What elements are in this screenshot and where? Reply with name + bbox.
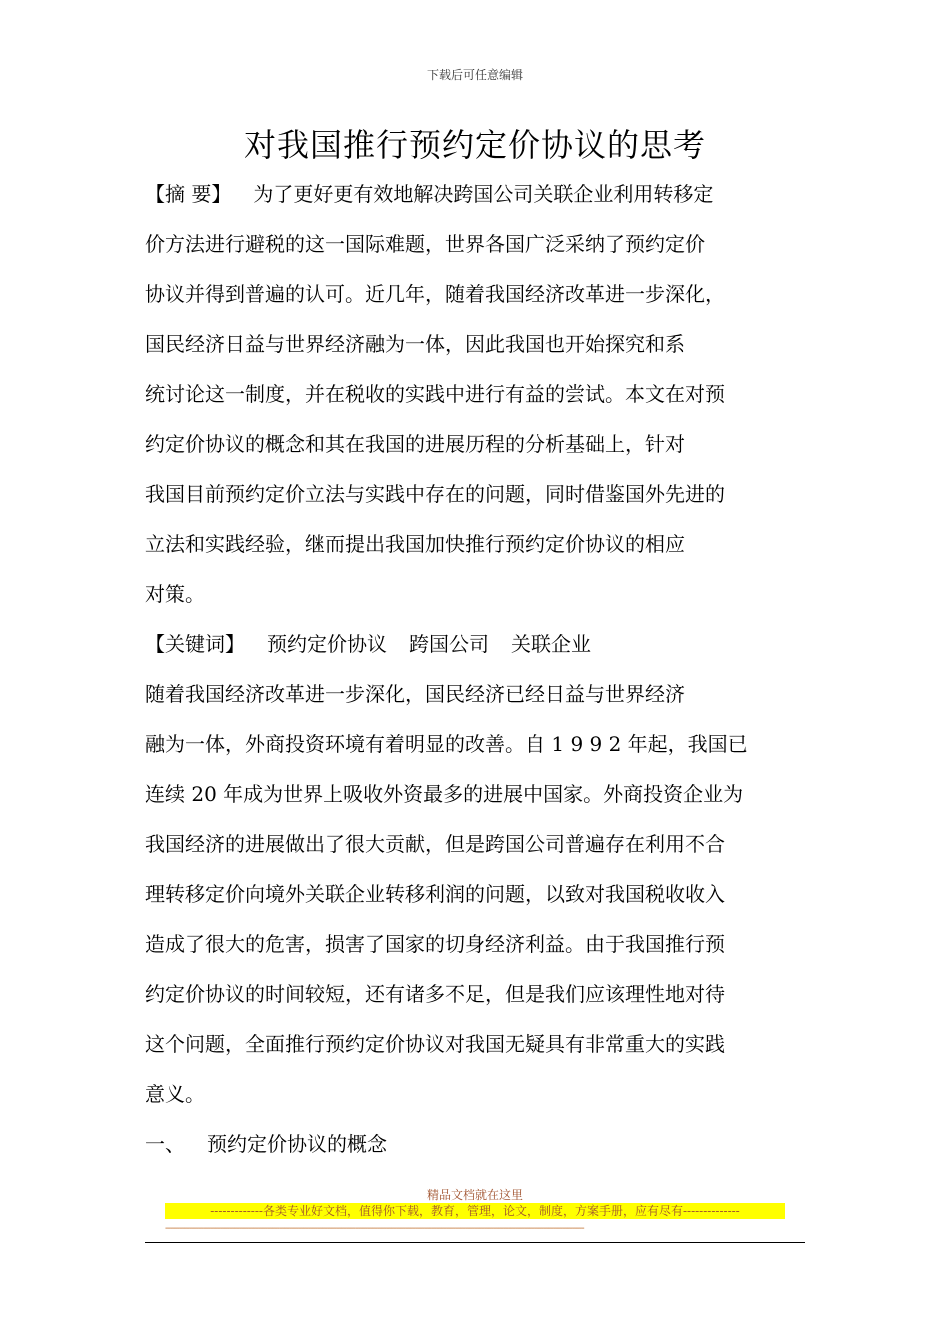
section-number: 一、 [145, 1132, 185, 1156]
abstract-line: 价方法进行避税的这一国际难题，世界各国广泛采纳了预约定价 [145, 232, 705, 256]
body-line: 意义。 [145, 1082, 205, 1106]
abstract-line: 统讨论这一制度，并在税收的实践中进行有益的尝试。本文在对预 [145, 382, 725, 406]
body-line: 随着我国经济改革进一步深化，国民经济已经日益与世界经济 [145, 682, 685, 706]
document-title: 对我国推行预约定价协议的思考 [243, 126, 706, 164]
body-line: 融为一体，外商投资环境有着明显的改善。自 1 9 9 2 年起，我国已 [145, 732, 748, 756]
section-title: 预约定价协议的概念 [207, 1132, 387, 1156]
abstract-line: 约定价协议的概念和其在我国的进展历程的分析基础上，针对 [145, 432, 685, 456]
body-line: 造成了很大的危害，损害了国家的切身经济利益。由于我国推行预 [145, 932, 725, 956]
footer-dash-line: -------------------------------------------------------------------------------------------------------------------------------------------------------------------------------- [165, 1223, 584, 1234]
keyword: 跨国公司 [409, 632, 489, 656]
page-header-note: 下载后可任意编辑 [426, 68, 523, 82]
body-line: 这个问题，全面推行预约定价协议对我国无疑具有非常重大的实践 [145, 1032, 725, 1056]
keywords-line [145, 630, 591, 658]
body-line: 约定价协议的时间较短，还有诸多不足，但是我们应该理性地对待 [145, 982, 725, 1006]
footer-rule [145, 1242, 805, 1243]
abstract-line: 对策。 [145, 582, 205, 606]
abstract-line: 我国目前预约定价立法与实践中存在的问题，同时借鉴国外先进的 [145, 482, 725, 506]
section-heading [145, 1130, 387, 1158]
abstract-first-line [145, 180, 713, 208]
body-line: 连续 20 年成为世界上吸收外资最多的进展中国家。外商投资企业为 [145, 782, 744, 806]
body-line: 理转移定价向境外关联企业转移利润的问题，以致对我国税收收入 [145, 882, 725, 906]
body-line: 我国经济的进展做出了很大贡献，但是跨国公司普遍存在利用不合 [145, 832, 725, 856]
footer-title: 精品文档就在这里 [426, 1188, 523, 1202]
abstract-label: 【摘 要】 [145, 182, 232, 206]
footer-banner: -------------各类专业好文档，值得你下载，教育，管理，论文，制度，方案手册，应有尽有-------------- [165, 1203, 785, 1219]
keyword: 预约定价协议 [267, 632, 387, 656]
abstract-line: 为了更好更有效地解决跨国公司关联企业利用转移定 [253, 182, 714, 206]
abstract-line: 协议并得到普遍的认可。近几年，随着我国经济改革进一步深化， [145, 282, 725, 306]
keywords-label: 【关键词】 [145, 632, 245, 656]
keyword: 关联企业 [511, 632, 591, 656]
abstract-line: 国民经济日益与世界经济融为一体，因此我国也开始探究和系 [145, 332, 685, 356]
abstract-line: 立法和实践经验，继而提出我国加快推行预约定价协议的相应 [145, 532, 685, 556]
